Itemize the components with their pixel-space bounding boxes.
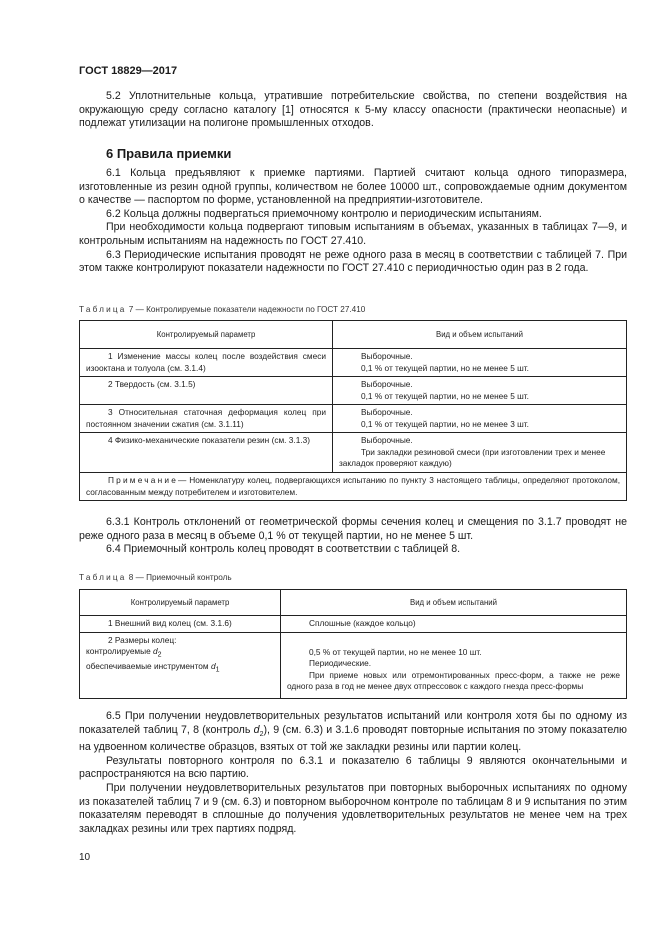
table-row [80, 616, 627, 633]
table8-caption [79, 573, 232, 582]
subscript: 2 [259, 730, 264, 738]
caption-text: 8 — Приемочный контроль [128, 573, 232, 582]
test-volume: Три закладки резиновой смеси (при изготовлении трех и менее закладок проверяют каждую) [339, 446, 606, 468]
test-cell [333, 405, 627, 433]
paragraph-6-4: 6.4 Приемочный контроль колец проводят в соответствии с таблицей 8. [106, 543, 461, 556]
param-cell: 1 Внешний вид колец (см. 3.1.6) [80, 616, 281, 633]
test-type: Периодические. [309, 658, 372, 668]
param-cell: 4 Физико-механические показатели резин (см. 3.1.3) [80, 433, 333, 473]
paragraph-6-2: 6.2 Кольца должны подвергаться приемочному контролю и периодическим испытаниям. [106, 207, 542, 220]
column-header: Вид и объем испытаний [333, 321, 627, 349]
table-header-row [80, 590, 627, 616]
test-volume: 0,1 % от текущей партии, но не менее 3 шт. [361, 418, 529, 429]
note-text: — Номенклатуру колец, подвергающихся испытанию по пункту 3 настоящего таблицы, определяют протоколом, согласованным между потребителем и изготовителем. [86, 475, 620, 497]
caption-word: Таблица [79, 305, 127, 314]
paragraph-6-3-1: 6.3.1 Контроль отклонений от геометрической формы сечения колец и смещения по 3.1.7 проводят не реже одного раза в месяц в объеме 0,1 % от текущей партии, но не менее 5 шт. [79, 516, 627, 542]
section-heading: 6 Правила приемки [106, 146, 232, 161]
table-8 [79, 589, 627, 699]
param-title: 2 Размеры колец: [108, 634, 177, 645]
test-type: Выборочные. [361, 379, 413, 389]
symbol: d [210, 661, 216, 672]
table-row [80, 377, 627, 405]
table-header-row [80, 321, 627, 349]
test-volume: 0,1 % от текущей партии, но не менее 5 шт. [361, 362, 529, 373]
param-line: контролируемые [86, 646, 151, 656]
paragraph-6-5c: При получении неудовлетворительных результатов при повторных выборочных испытаниях по одному из показателей таблиц 7 и 9 (см. 6.3) и повторном выборочном контроле по таблицам 8 и 9 испытания по этим показателям переводят в сплошные до получения удовлетворительных результатов не менее чем на трех закладках резины или трех партиях подряд. [79, 782, 627, 835]
column-header: Контролируемый параметр [80, 590, 281, 616]
test-volume: 0,5 % от текущей партии, но не менее 10 шт. [309, 646, 482, 657]
test-cell [333, 377, 627, 405]
table7-caption [79, 305, 365, 314]
test-volume: 0,1 % от текущей партии, но не менее 5 шт. [361, 390, 529, 401]
table-row [80, 405, 627, 433]
column-header: Вид и объем испытаний [281, 590, 627, 616]
table-note [80, 473, 627, 501]
note-word: Примечание [108, 475, 179, 485]
text: ), 9 (см. 6.3) и 3.1.6 проводят повторные испытания по этому показателю на удвоенном количестве образцов, взятых от той же закладки резины или партии колец. [79, 723, 627, 754]
paragraph-6-3: 6.3 Периодические испытания проводят не реже одного раза в месяц в соответствии с таблицей 7. При этом также контролируют показатели надежности по ГОСТ 27.410 с периодичностью один раз в 2 года. [79, 248, 627, 275]
paragraphs-6-5 [79, 710, 627, 836]
page-number: 10 [79, 852, 91, 863]
caption-word: Таблица [79, 573, 127, 582]
test-cell: Сплошные (каждое кольцо) [281, 616, 627, 633]
symbol: d [153, 646, 158, 656]
test-type: Выборочные. [361, 435, 413, 445]
table-row [80, 349, 627, 377]
section-6-paragraphs [79, 167, 627, 276]
test-type: Выборочные. [361, 351, 413, 361]
text: 6.5 При получении неудовлетворительных результатов испытаний или контроля хотя бы по одному из показателей таблиц 7, 8 (контроль [79, 710, 627, 736]
param-cell: 1 Изменение массы колец после воздействия смеси изооктана и толуола (см. 3.1.4) [80, 349, 333, 377]
table-note-row [80, 473, 627, 501]
subscript: 2 [157, 651, 162, 659]
paragraph-6-5 [79, 710, 627, 755]
param-cell [80, 632, 281, 698]
param-cell: 2 Твердость (см. 3.1.5) [80, 377, 333, 405]
paragraph-5-2 [79, 90, 627, 131]
paragraphs-6-3-1 [79, 516, 627, 557]
table-row [80, 433, 627, 473]
test-cell [281, 632, 627, 698]
param-cell: 3 Относительная статочная деформация колец при постоянном значении сжатия (см. 3.1.11) [80, 405, 333, 433]
paragraph-text: 5.2 Уплотнительные кольца, утратившие потребительские свойства, по степени воздействия на окружающую среду согласно каталогу [1] относятся к 5-му классу опасности (практически неопасные) и подлежат утилизации на полигоне промышленных отходов. [79, 90, 627, 130]
caption-text: 7 — Контролируемые показатели надежности по ГОСТ 27.410 [128, 305, 366, 314]
test-cell [333, 433, 627, 473]
table-7 [79, 320, 627, 501]
paragraph-6-2b: При необходимости кольца подвергают типовым испытаниям в объемах, указанных в таблицах 7—9, и контрольным испытаниям на надежность по ГОСТ 27.410. [79, 221, 627, 247]
test-type: Выборочные. [361, 407, 413, 417]
document-header: ГОСТ 18829—2017 [79, 65, 178, 77]
param-line: обеспечиваемые инструментом [86, 661, 209, 672]
column-header: Контролируемый параметр [80, 321, 333, 349]
table-row [80, 632, 627, 698]
test-cell [333, 349, 627, 377]
symbol: d [253, 723, 260, 736]
test-condition: При приеме новых или отремонтированных пресс-форм, а также не реже одного раза в год не менее двух отпрессовок с каждого гнезда пресс-формы [287, 669, 620, 691]
paragraph-6-5b: Результаты повторного контроля по 6.3.1 и показателю 6 таблицы 9 являются окончательными и распространяются на всю партию. [79, 754, 627, 781]
paragraph-6-1: 6.1 Кольца предъявляют к приемке партиями. Партией считают кольца одного типоразмера, изготовленные из резин одной группы, количеством не более 10000 шт., сопровождаемые одним документом о качестве — паспортом по форме, установленной на предприятии-изготовителе. [79, 167, 627, 207]
subscript: 1 [215, 666, 220, 674]
